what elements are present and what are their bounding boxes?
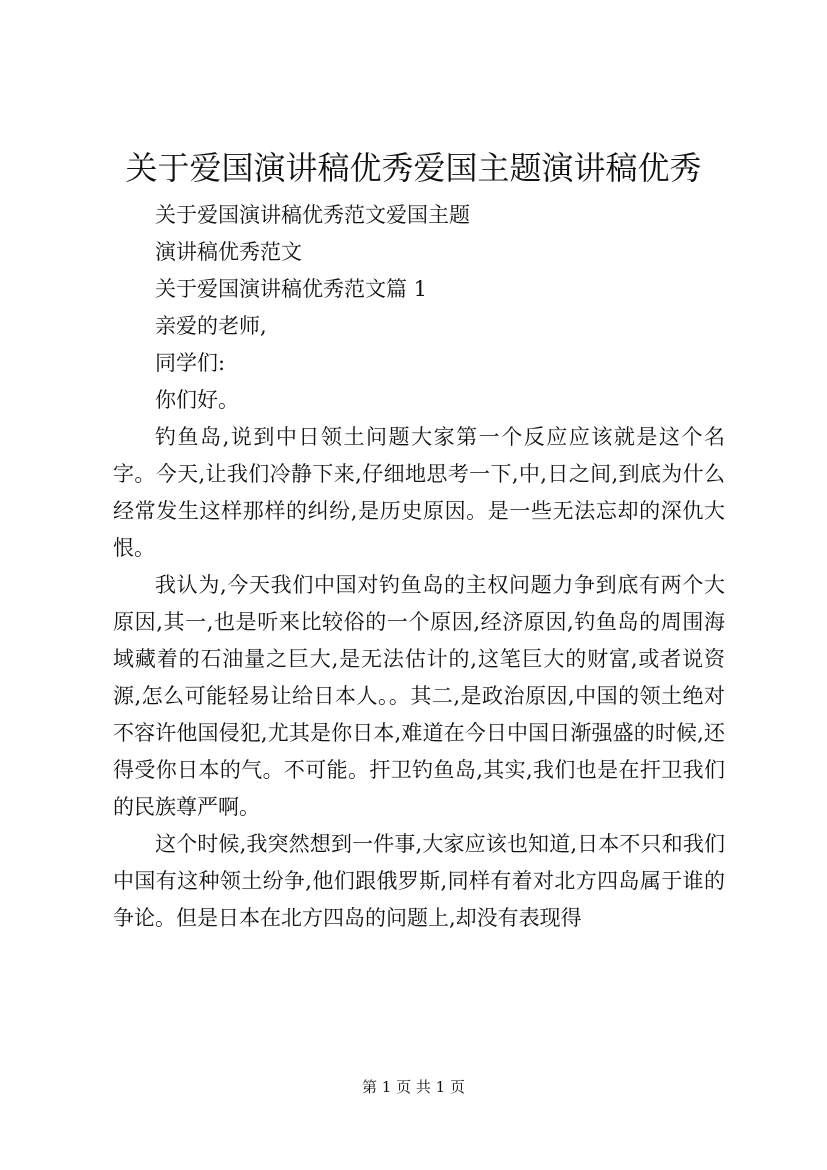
body-paragraph: 我认为,今天我们中国对钓鱼岛的主权问题力争到底有两个大原因,其一,也是听来比较俗的一个原因,经济原因,钓鱼岛的周围海域藏着的石油量之巨大,是无法估计的,这笔巨大的财富,或者说资源,怎么可能轻易让给日本人。。其二,是政治原因,中国的领土绝对不容许他国侵犯,尤其是你日本,难道在今日中国日渐强盛的时候,还得受你日本的气。不可能。扞卫钓鱼岛,其实,我们也是在扞卫我们的民族尊严啊。: [113, 573, 725, 819]
salutation-students: 同学们:: [155, 351, 226, 375]
page-footer: 第 1 页 共 1 页: [362, 1078, 465, 1096]
body-paragraph: 钓鱼岛,说到中日领土问题大家第一个反应应该就是这个名字。今天,让我们冷静下来,仔细地思考一下,中,日之间,到底为什么经常发生这样那样的纠纷,是历史原因。是一些无法忘却的深仇大恨。: [113, 425, 725, 560]
document-body: [113, 197, 725, 937]
subtitle-line: 关于爱国演讲稿优秀范文爱国主题: [155, 203, 470, 227]
subtitle-line-continued: 演讲稿优秀范文: [155, 240, 302, 264]
section-heading: 关于爱国演讲稿优秀范文篇 1: [155, 277, 428, 301]
greeting: 你们好。: [155, 388, 239, 412]
document-title: 关于爱国演讲稿优秀爱国主题演讲稿优秀: [125, 149, 702, 187]
body-paragraph: 这个时候,我突然想到一件事,大家应该也知道,日本不只和我们中国有这种领土纷争,他们跟俄罗斯,同样有着对北方四岛属于谁的争论。但是日本在北方四岛的问题上,却没有表现得: [113, 832, 725, 930]
salutation-teachers: 亲爱的老师,: [155, 314, 267, 338]
